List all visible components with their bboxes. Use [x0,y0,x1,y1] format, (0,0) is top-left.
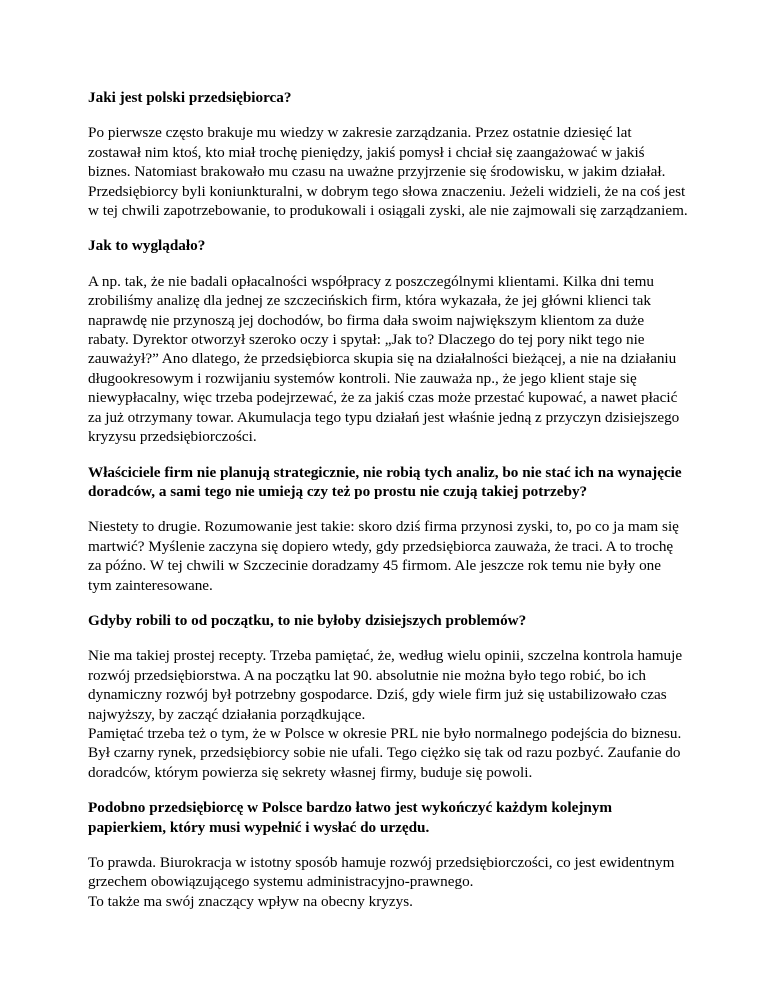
question-heading: Właściciele firm nie planują strategicznie, nie robią tych analiz, bo nie stać ich na wynajęcie doradców, a sami tego nie umieją czy też po prostu nie czują takiej potrzeby? [88,463,682,500]
answer-text: Po pierwsze często brakuje mu wiedzy w zakresie zarządzania. Przez ostatnie dziesięć lat zostawał nim ktoś, kto miał trochę pieniędzy, jakiś pomysł i chciał się zaangażować w jakiś biznes. Natomiast brakowało mu czasu na uważne przyjrzenie się środowisku, w jakim działał. Przedsiębiorcy byli koniunkturalni, w dobrym tego słowa znaczeniu. Jeżeli widzieli, że na coś jest w tej chwili zapotrzebowanie, to produkowali i osiągali zyski, ale nie zajmowali się zarządzaniem. [88,124,688,220]
question-heading: Gdyby robili to od początku, to nie byłoby dzisiejszych problemów? [88,611,527,629]
answer-paragraph [88,646,688,782]
answer-paragraph [88,123,688,220]
answer-text: Nie ma takiej prostej recepty. Trzeba pamiętać, że, według wielu opinii, szczelna kontrola hamuje rozwój przedsiębiorstwa. A na początku lat 90. absolutnie nie można było tego robić, bo ich dynamiczny rozwój był potrzebny gospodarce. Dziś, gdy wiele firm już się ustabilizowało czas najwyższy, by zacząć działania porządkujące. [88,647,683,723]
question-heading: Jaki jest polski przedsiębiorca? [88,89,292,106]
document-body [88,88,688,927]
question-heading: Jak to wyglądało? [88,237,206,255]
question-heading: Podobno przedsiębiorcę w Polsce bardzo łatwo jest wykończyć każdym kolejnym papierkiem, który musi wypełnić i wysłać do urzędu. [88,799,613,836]
answer-paragraph [88,517,688,595]
answer-text: Niestety to drugie. Rozumowanie jest takie: skoro dziś firma przynosi zyski, to, po co ja mam się martwić? Myślenie zaczyna się dopiero wtedy, gdy przedsiębiorca zauważa, że traci. A to trochę za późno. W tej chwili w Szczecinie doradzamy 45 firmom. Ale jeszcze rok temu nie były one tym zainteresowane. [88,518,679,594]
answer-paragraph [88,853,688,911]
answer-text: To prawda. Biurokracja w istotny sposób hamuje rozwój przedsiębiorczości, co jest ewidentnym grzechem obowiązującego systemu administracyjno-prawnego. [88,854,675,891]
answer-text: To także ma swój znaczący wpływ na obecny kryzys. [88,892,413,910]
answer-text: Pamiętać trzeba też o tym, że w Polsce w okresie PRL nie było normalnego podejścia do biznesu. Był czarny rynek, przedsiębiorcy sobie nie ufali. Tego ciężko się tak od razu pozbyć. Zaufanie do doradców, którym powierza się sekrety własnej firmy, buduje się powoli. [88,724,682,781]
answer-paragraph [88,272,688,447]
answer-text: A np. tak, że nie badali opłacalności współpracy z poszczególnymi klientami. Kilka dni temu zrobiliśmy analizę dla jednej ze szczecińskich firm, która wykazała, że jej główni klienci tak naprawdę nie przynoszą jej dochodów, bo firma dała swoim największym klientom za duże rabaty. Dyrektor otworzył szeroko oczy i spytał: „Jak to? Dlaczego do tej pory nikt tego nie zauważył?” Ano dlatego, że przedsiębiorca skupia się na działalności bieżącej, a nie na działaniu długookresowym i rozwijaniu systemów kontroli. Nie zauważa np., że jego klient staje się niewypłacalny, więc trzeba podejrzewać, że za jakiś czas może przestać kupować, a nawet płacić za już otrzymany towar. Akumulacja tego typu działań jest właśnie jedną z przyczyn dzisiejszego kryzysu przedsiębiorczości. [88,272,680,446]
